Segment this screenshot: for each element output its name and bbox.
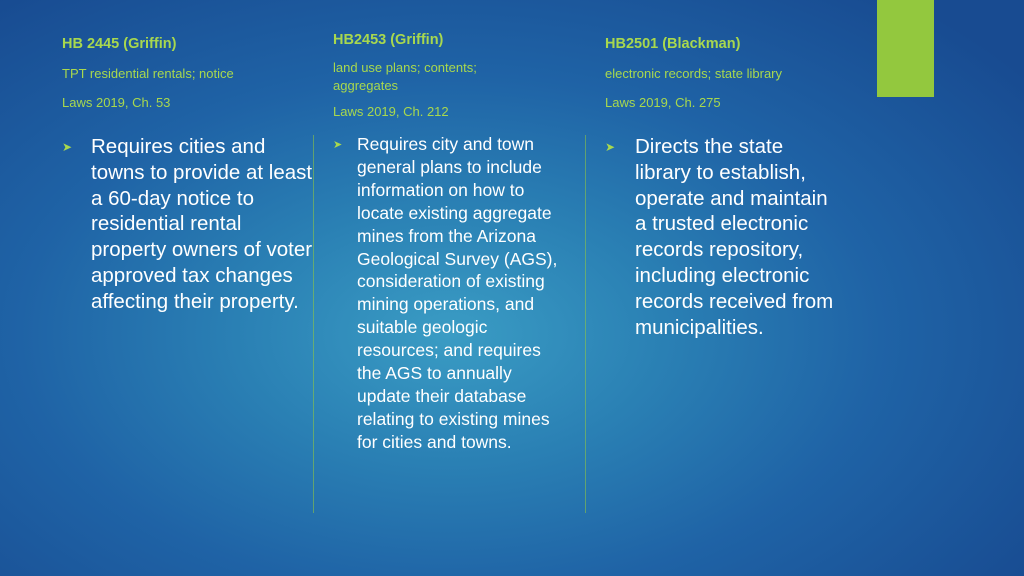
- bill-column-hb2445: [62, 35, 307, 112]
- bill-law: Laws 2019, Ch. 53: [62, 95, 171, 110]
- bill-subject: land use plans; contents; aggregates: [333, 60, 477, 93]
- bill-subject: TPT residential rentals; notice: [62, 66, 234, 81]
- bill-summary-text: Requires cities and towns to provide at least a 60-day notice to residential rental property owners of voter approved tax changes affecting their property.: [91, 135, 313, 313]
- bill-title: HB 2445 (Griffin): [62, 36, 177, 52]
- bill-summary-text: Directs the state library to establish, operate and maintain a trusted electronic records repository, including electronic records received from municipalities.: [635, 135, 834, 339]
- bill-column-hb2501: [605, 35, 855, 112]
- accent-bar: [877, 0, 934, 97]
- column-divider-right: [585, 135, 586, 513]
- bill-law: Laws 2019, Ch. 275: [605, 95, 721, 110]
- bill-title: HB2501 (Blackman): [605, 36, 741, 52]
- bill-subject: electronic records; state library: [605, 66, 783, 81]
- bill-title: HB2453 (Griffin): [333, 32, 444, 48]
- bill-summary-text: Requires city and town general plans to include information on how to locate existing aggregate mines from the Arizona Geological Survey (AGS), consideration of existing mining operations, and suitable geologic resources; and requires the AGS to annually update their database relating to existing mines for cities and towns.: [357, 134, 558, 452]
- bill-law: Laws 2019, Ch. 212: [333, 104, 449, 119]
- bullet-arrow-icon: ➤: [333, 139, 343, 151]
- bullet-arrow-icon: ➤: [605, 140, 616, 154]
- bullet-arrow-icon: ➤: [62, 140, 73, 154]
- bill-column-hb2453: [333, 31, 573, 121]
